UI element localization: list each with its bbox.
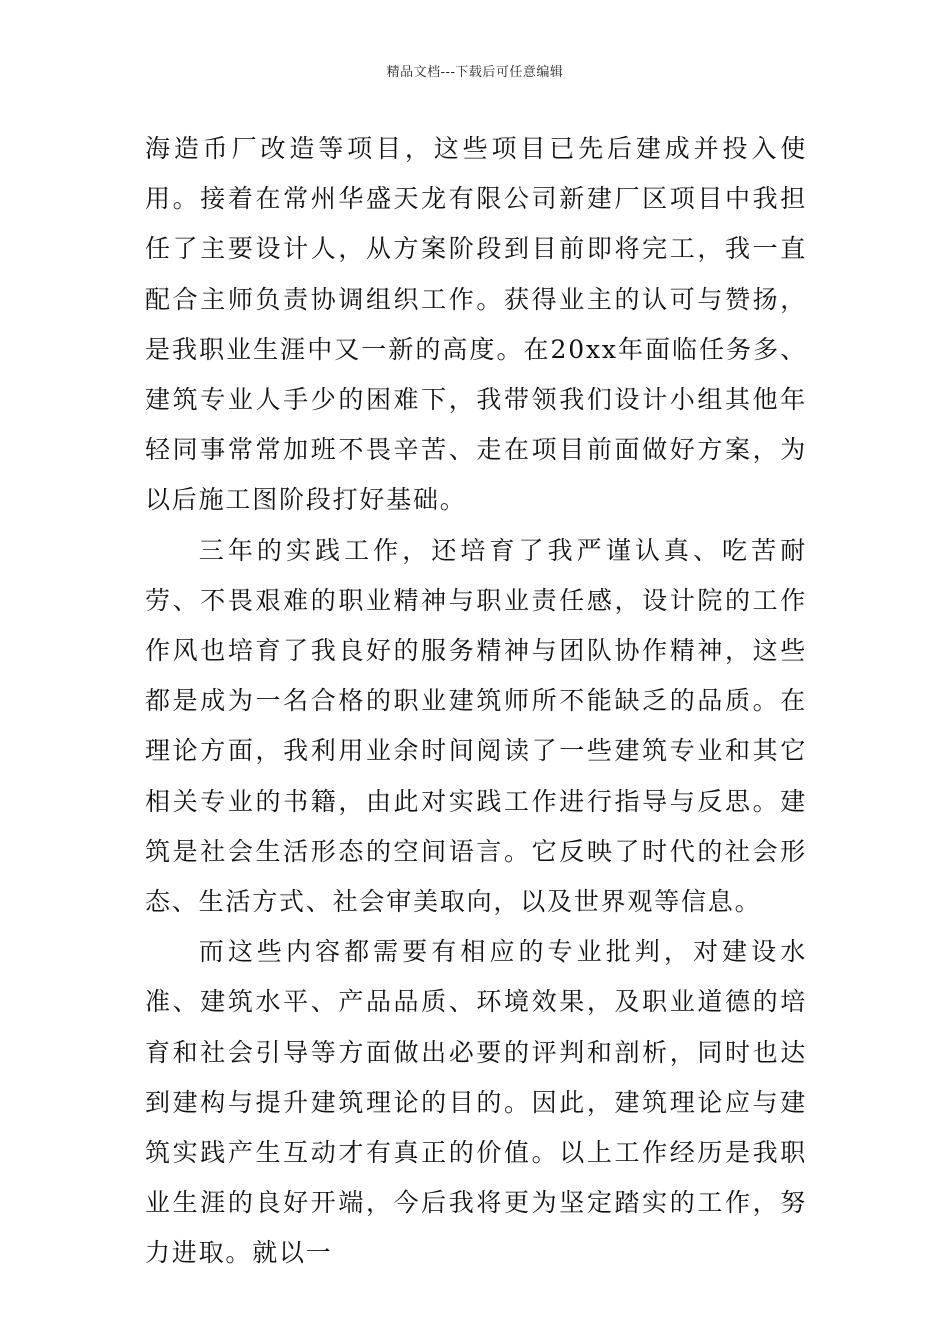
- paragraph-3: 而这些内容都需要有相应的专业批判，对建设水准、建筑水平、产品品质、环境效果，及职业道德的培育和社会引导等方面做出必要的评判和剖析，同时也达到建构与提升建筑理论的目的。因此，建筑理论应与建筑实践产生互动才有真正的价值。以上工作经历是我职业生涯的良好开端，今后我将更为坚定踏实的工作，努力进取。就以一: [145, 937, 807, 1268]
- paragraph-1: 海造币厂改造等项目，这些项目已先后建成并投入使用。接着在常州华盛天龙有限公司新建厂区项目中我担任了主要设计人，从方案阶段到目前即将完工，我一直配合主师负责协调组织工作。获得业主的认可与赞扬，是我职业生涯中又一新的高度。在20xx年面临任务多、建筑专业人手少的困难下，我带领我们设计小组其他年轻同事常常加班不畏辛苦、走在项目前面做好方案，为以后施工图阶段打好基础。: [145, 134, 807, 515]
- page-header: 精品文档---下载后可任意编辑: [386, 65, 564, 80]
- paragraph-2: 三年的实践工作，还培育了我严谨认真、吃苦耐劳、不畏艰难的职业精神与职业责任感，设计院的工作作风也培育了我良好的服务精神与团队协作精神，这些都是成为一名合格的职业建筑师所不能缺乏的品质。在理论方面，我利用业余时间阅读了一些建筑专业和其它相关专业的书籍，由此对实践工作进行指导与反思。建筑是社会生活形态的空间语言。它反映了时代的社会形态、生活方式、社会审美取向，以及世界观等信息。: [145, 535, 807, 917]
- document-body: [145, 124, 807, 1279]
